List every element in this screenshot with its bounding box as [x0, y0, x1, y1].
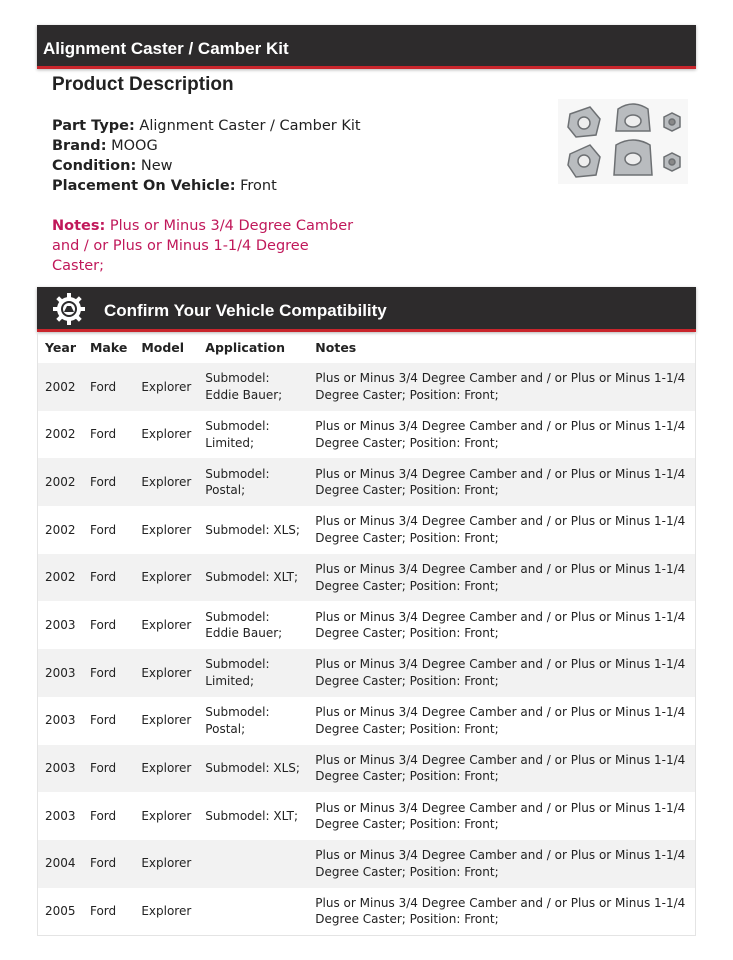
product-notes	[52, 216, 362, 276]
cell-notes: Plus or Minus 3/4 Degree Camber and / or Plus or Minus 1-1/4 Degree Caster; Position: Front;	[308, 458, 695, 506]
cell-application	[198, 888, 308, 936]
cell-model: Explorer	[134, 745, 198, 793]
brand-value: MOOG	[111, 138, 158, 154]
cell-notes: Plus or Minus 3/4 Degree Camber and / or Plus or Minus 1-1/4 Degree Caster; Position: Front;	[315, 705, 686, 736]
cell-model: Explorer	[141, 427, 192, 442]
table-row	[38, 840, 696, 888]
cell-make: Ford	[83, 649, 134, 697]
condition-label: Condition:	[52, 158, 137, 174]
col-application: Application	[205, 340, 286, 355]
cell-application: Submodel: Eddie Bauer;	[198, 363, 308, 411]
cell-year: 2002	[45, 522, 76, 537]
cell-application: Submodel: Eddie Bauer;	[205, 609, 283, 641]
cell-model: Explorer	[141, 808, 192, 823]
table-header-row	[38, 332, 696, 363]
cell-model: Explorer	[141, 522, 192, 537]
cell-application: Submodel: XLT;	[198, 554, 308, 602]
cell-application	[198, 840, 308, 888]
cell-notes: Plus or Minus 3/4 Degree Camber and / or Plus or Minus 1-1/4 Degree Caster; Position: Front;	[308, 554, 695, 602]
cell-make: Ford	[83, 554, 134, 602]
condition-value: New	[140, 158, 173, 174]
cell-application: Submodel: XLS;	[198, 745, 308, 793]
part-type-label: Part Type:	[52, 118, 135, 134]
cell-model: Explorer	[134, 649, 198, 697]
compatibility-title: Confirm Your Vehicle Compatibility	[104, 301, 387, 320]
cell-application: Submodel: Limited;	[205, 419, 270, 450]
cell-year: 2002	[45, 427, 76, 442]
cell-model: Explorer	[134, 458, 198, 506]
gear-car-icon	[53, 293, 85, 325]
table-row	[38, 649, 696, 697]
product-specs	[52, 116, 361, 196]
cell-notes: Plus or Minus 3/4 Degree Camber and / or Plus or Minus 1-1/4 Degree Caster; Position: Front;	[308, 745, 695, 793]
compatibility-header	[37, 287, 696, 332]
cell-year: 2003	[38, 649, 83, 697]
col-make: Make	[89, 340, 128, 355]
cell-make: Ford	[83, 745, 134, 793]
notes-value: Plus or Minus 3/4 Degree Camber and / or Plus or Minus 1-1/4 Degree Caster;	[52, 218, 354, 274]
cell-application: Submodel: XLT;	[205, 808, 298, 823]
cell-year: 2002	[38, 554, 83, 602]
product-title-bar	[37, 25, 696, 69]
col-model: Model	[141, 340, 185, 355]
col-notes: Notes	[315, 340, 357, 355]
cell-notes: Plus or Minus 3/4 Degree Camber and / or Plus or Minus 1-1/4 Degree Caster; Position: Front;	[315, 514, 686, 545]
cell-notes: Plus or Minus 3/4 Degree Camber and / or Plus or Minus 1-1/4 Degree Caster; Position: Front;	[308, 649, 695, 697]
table-row	[38, 792, 696, 840]
compatibility-table	[37, 332, 696, 936]
cell-make: Ford	[89, 522, 117, 537]
part-type-value: Alignment Caster / Camber Kit	[139, 118, 361, 134]
cell-make: Ford	[83, 458, 134, 506]
cell-model: Explorer	[134, 554, 198, 602]
table-row	[38, 888, 696, 936]
cell-model: Explorer	[141, 618, 192, 633]
cell-model: Explorer	[134, 840, 198, 888]
cell-notes: Plus or Minus 3/4 Degree Camber and / or Plus or Minus 1-1/4 Degree Caster; Position: Front;	[308, 363, 695, 411]
cell-year: 2003	[45, 713, 76, 728]
cell-make: Ford	[89, 808, 117, 823]
cell-notes: Plus or Minus 3/4 Degree Camber and / or Plus or Minus 1-1/4 Degree Caster; Position: Front;	[315, 609, 686, 641]
table-row	[38, 745, 696, 793]
cell-make: Ford	[83, 840, 134, 888]
notes-label: Notes:	[52, 218, 106, 234]
cell-application: Submodel: Postal;	[205, 705, 270, 736]
cell-year: 2002	[38, 363, 83, 411]
cell-notes: Plus or Minus 3/4 Degree Camber and / or Plus or Minus 1-1/4 Degree Caster; Position: Front;	[315, 800, 686, 832]
cell-year: 2003	[45, 618, 76, 633]
cell-make: Ford	[89, 427, 117, 442]
cell-application: Submodel: XLS;	[205, 522, 300, 537]
product-title: Alignment Caster / Camber Kit	[43, 39, 289, 58]
col-year: Year	[45, 340, 76, 355]
cell-year: 2003	[38, 745, 83, 793]
cell-notes: Plus or Minus 3/4 Degree Camber and / or Plus or Minus 1-1/4 Degree Caster; Position: Front;	[308, 840, 695, 888]
section-heading: Product Description	[52, 74, 234, 95]
table-row	[38, 601, 696, 649]
cell-make: Ford	[83, 363, 134, 411]
cell-application: Submodel: Postal;	[198, 458, 308, 506]
cell-application: Submodel: Limited;	[198, 649, 308, 697]
cell-year: 2003	[45, 808, 76, 823]
table-row	[38, 411, 696, 459]
cell-make: Ford	[89, 903, 117, 918]
table-row	[38, 697, 696, 745]
table-row	[38, 458, 696, 506]
cell-make: Ford	[89, 713, 117, 728]
cell-year: 2002	[38, 458, 83, 506]
brand-label: Brand:	[52, 138, 107, 154]
cell-notes: Plus or Minus 3/4 Degree Camber and / or Plus or Minus 1-1/4 Degree Caster; Position: Front;	[315, 895, 686, 927]
cell-model: Explorer	[141, 903, 192, 918]
cell-year: 2005	[45, 903, 76, 918]
cell-model: Explorer	[141, 713, 192, 728]
product-image	[558, 99, 688, 184]
table-row	[38, 554, 696, 602]
table-row	[38, 506, 696, 554]
placement-value: Front	[240, 178, 277, 194]
cell-notes: Plus or Minus 3/4 Degree Camber and / or Plus or Minus 1-1/4 Degree Caster; Position: Front;	[315, 419, 686, 450]
placement-label: Placement On Vehicle:	[52, 178, 236, 194]
cell-model: Explorer	[134, 363, 198, 411]
table-row	[38, 363, 696, 411]
cell-make: Ford	[89, 618, 117, 633]
cell-year: 2004	[38, 840, 83, 888]
